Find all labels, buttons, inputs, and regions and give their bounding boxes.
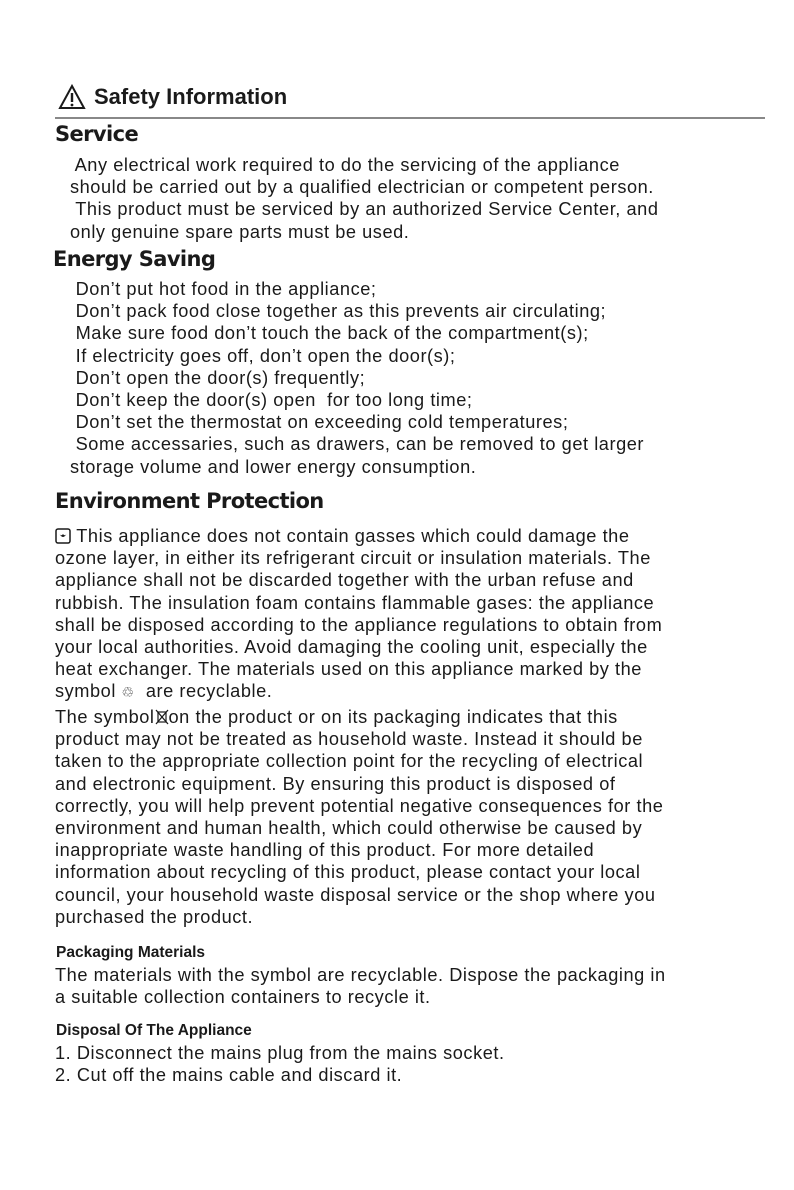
ozone-icon [55,528,71,549]
text-line: 1. Disconnect the mains plug from the mains socket. [55,1043,505,1063]
text: on the product or on its packaging indicates that this [168,707,618,727]
text-line: taken to the appropriate collection point for the recycling of electrical [55,751,644,772]
title-text: Safety Information [94,84,288,109]
text-line: ozone layer, in either its refrigerant circuit or insulation materials. The [55,548,651,569]
text-line: a suitable collection containers to recycle it. [55,987,431,1008]
text: The symbol [55,707,155,727]
divider [55,117,765,119]
warning-icon [58,84,86,110]
text-line: shall be disposed according to the appliance regulations to obtain from [55,614,663,635]
text-line: The materials with the symbol are recyclable. Dispose the packaging in [55,965,666,985]
text-line: heat exchanger. The materials used on this appliance marked by the [55,659,642,680]
energy-heading: Energy Saving [53,247,216,271]
text-line: appliance shall not be discarded together with the urban refuse and [55,570,634,591]
text-line: Don’t put hot food in the appliance; [70,279,377,299]
text-line: Don’t keep the door(s) open for too long time; [70,389,473,410]
energy-text [70,278,770,478]
text-line: correctly, you will help prevent potential negative consequences for the [55,795,664,816]
page-title [58,84,287,110]
text-line: Don’t open the door(s) frequently; [70,367,366,388]
para1-lines [55,525,755,680]
text-line: council, your household waste disposal service or the shop where you [55,884,656,905]
para2-lines [55,728,755,928]
service-heading: Service [55,122,139,146]
text: symbol [55,681,122,702]
text-line: Don’t pack food close together as this prevents air circulating; [70,301,607,322]
environment-heading: Environment Protection [55,489,324,513]
text-line: This appliance does not contain gasses which could damage the [71,526,630,546]
service-text [70,154,770,243]
text-line: rubbish. The insulation foam contains flammable gases: the appliance [55,592,655,613]
text: are recyclable. [134,681,273,702]
text-line: This product must be serviced by an authorized Service Center, and [70,199,659,220]
packaging-text [55,964,755,1008]
disposal-heading: Disposal Of The Appliance [56,1022,252,1039]
packaging-heading: Packaging Materials [56,944,206,961]
text-line: If electricity goes off, don’t open the door(s); [70,345,456,366]
text-line: product may not be treated as household waste. Instead it should be [55,729,643,750]
text-line: Some accessaries, such as drawers, can be removed to get larger [70,434,645,455]
text-line: and electronic equipment. By ensuring this product is disposed of [55,773,616,794]
text-line: Any electrical work required to do the servicing of the appliance [70,155,620,175]
recycle-icon: ♲ [121,684,135,701]
text-line: storage volume and lower energy consumption. [70,456,477,477]
disposal-text [55,1042,755,1086]
text-line: inappropriate waste handling of this product. For more detailed [55,840,595,861]
text-line: only genuine spare parts must be used. [70,221,410,242]
text-line: environment and human health, which could otherwise be caused by [55,817,643,838]
environment-para1 [55,525,755,703]
text-line: purchased the product. [55,906,254,927]
crossed-bin-icon [155,708,169,725]
text-line: Don’t set the thermostat on exceeding cold temperatures; [70,412,569,433]
text-line: Make sure food don’t touch the back of the compartment(s); [70,323,589,344]
text-line: 2. Cut off the mains cable and discard it. [55,1065,403,1086]
text-line: information about recycling of this product, please contact your local [55,862,641,883]
environment-para2 [55,706,755,928]
text-line: your local authorities. Avoid damaging the cooling unit, especially the [55,636,648,657]
text-line: should be carried out by a qualified electrician or competent person. [70,177,654,198]
